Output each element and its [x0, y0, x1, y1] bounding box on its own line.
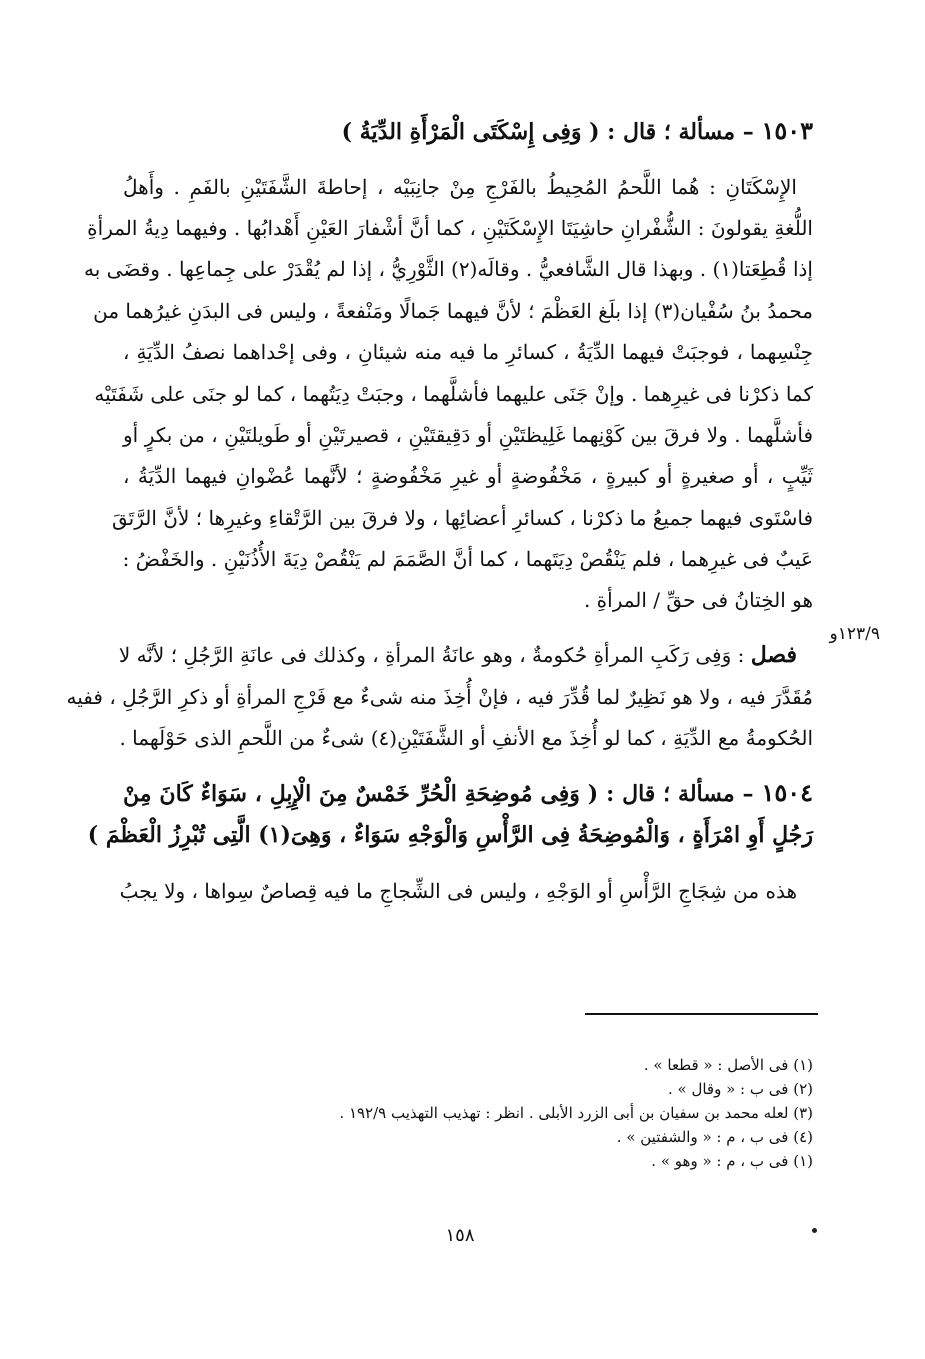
section-line: [118, 640, 797, 670]
body-line: إذا قُطِعَتا(١) . وبهذا قال الشَّافعيُّ . وقالَه(٢) الثَّوْرِيُّ ، إذا لم يُقْدَرْ على جِماعِها . وقضَى به: [84, 257, 813, 281]
body-line: هذه من شِجَاجِ الرَّأْسِ أو الوَجْهِ ، وليس فى الشِّجاجِ ما فيه قِصاصٌ سِواها ، ولا يجبُ: [119, 879, 797, 903]
body-line: هو الخِتانُ فى حقِّ / المرأةِ .: [583, 588, 813, 612]
issue-heading: [123, 778, 813, 808]
body-line: الإِسْكَتَانِ : هُما اللَّحمُ المُحِيطُ بالفَرْجِ مِنْ جانِبَيْه ، إحاطةَ الشَّفَتَيْنِ بالفَمِ . وأَهلُ: [123, 175, 797, 199]
body-line: ثَيِّبٍ ، أو صغيرةٍ أو كبيرةٍ ، مَخْفُوضةٍ أو غيرِ مَخْفُوضةٍ ؛ لأنَّهما عُضْوانِ فيهما الدِّيَةُ ،: [123, 464, 813, 488]
body-line: كما ذكرْنا فى غيرِهما . وإنْ جَنَى عليهما فأشلَّهما ، وجبَتْ دِيَتُهما ، كما لو جنَى على شَفَتَيْه: [94, 382, 813, 406]
section-text: : وَفِى رَكَبِ المرأةِ حُكومةٌ ، وهو عانَةُ المرأةِ ، وكذلك فى عانَةِ الرَّجُلِ ؛ لأنَّه لا: [118, 643, 745, 667]
section-label: فصل: [750, 642, 797, 668]
body-line: اللُّغةِ يقولونَ : الشُّفْرانِ حاشِيَتَا الإِسْكَتَيْنِ ، كما أنَّ أشْفارَ العَيْنِ أَهْدابُها . وفيهما دِيةُ المرأةِ: [87, 216, 813, 240]
issue-heading: [123, 116, 813, 146]
scan-speck: [812, 1228, 817, 1233]
issue-number: ١٥٠٣: [761, 116, 813, 145]
body-line: فأشلَّهما . ولا فرقَ بين كَوْنِهما غَلِيظتَيْنِ أو دَقِيقتَيْنِ ، قصيرتَيْنِ أو طَويلتَيْنِ ، من بكرٍ أو: [123, 423, 813, 447]
body-line: محمدُ بنُ سُفْيان(٣) إذا بلَغ العَظْمَ ؛ لأنَّ فيهما جَمالًا ومَنْفعةً ، وليس فى البدَنِ غيرُهما من: [93, 299, 813, 323]
body-line: جِنْسِهما ، فوجبَتْ فيهما الدِّيَةُ ، كسائرِ ما فيه منه شيئانِ ، وفى إحْداهما نصفُ الدِّيَةِ ،: [123, 340, 813, 364]
section-line: مُقَدَّرَ فيه ، ولا هو نَظِيرٌ لما قُدِّرَ فيه ، فإنْ أُخِذَ منه شىءٌ مع فَرْجِ المرأةِ أو ذكرِ الرَّجُلِ ، ففيه: [66, 685, 813, 709]
footnote: (١) فى الأصل : « قطعا » .: [643, 1056, 813, 1074]
issue-title: – مسألة ؛ قال : ( وَفِى مُوضِحَةِ الْحُرِّ خَمْسٌ مِنَ الْإِبِلِ ، سَوَاءٌ كَانَ مِنْ: [123, 781, 754, 807]
page-number: ١٥٨: [445, 1225, 475, 1246]
issue-heading-continued: رَجُلٍ أَوِ امْرَأَةٍ ، وَالْمُوضِحَةُ فِى الرَّأْسِ وَالْوَجْهِ سَوَاءٌ ، وَهِىَ(١) الَّتِى تُبْرِزُ الْعَظْمَ ): [87, 822, 813, 848]
footnote-divider: [585, 1013, 818, 1015]
footnote: (٣) لعله محمد بن سفيان بن أبى الزرد الأبلى . انظر : تهذيب التهذيب ١٩٢/٩ .: [339, 1104, 813, 1122]
body-line: عَيبٌ فى غيرِهما ، فلم يَنْقُصْ دِيَتَهما ، كما أنَّ الصَّمَمَ لم يَنْقُصْ دِيَةَ الأُذُنَيْنِ . والخَفْضُ :: [122, 547, 813, 571]
issue-number: ١٥٠٤: [761, 778, 813, 807]
margin-folio-note: ١٢٣/٩و: [829, 624, 880, 644]
footnote: (٢) فى ب : « وقال » .: [667, 1080, 813, 1098]
issue-title: – مسألة ؛ قال : ( وَفِى إِسْكَتَى الْمَرْأَةِ الدِّيَةُ ): [341, 119, 754, 145]
body-line: فاسْتَوى فيهما جميعُ ما ذكرْنا ، كسائرِ أعضائِها ، ولا فرقَ بين الرَّتْقاءِ وغيرِها ؛ لأنَّ الرَّتَقَ: [111, 506, 813, 530]
section-line: الحُكومةُ مع الدِّيَةِ ، كما لو أُخِذَ مع الأنفِ أو الشَّفَتَيْنِ(٤) شىءٌ من اللَّحمِ الذى حَوْلَهما .: [119, 726, 813, 750]
footnote: (٤) فى ب ، م : « والشفتين » .: [616, 1128, 813, 1146]
footnote: (١) فى ب ، م : « وهو » .: [651, 1152, 813, 1170]
